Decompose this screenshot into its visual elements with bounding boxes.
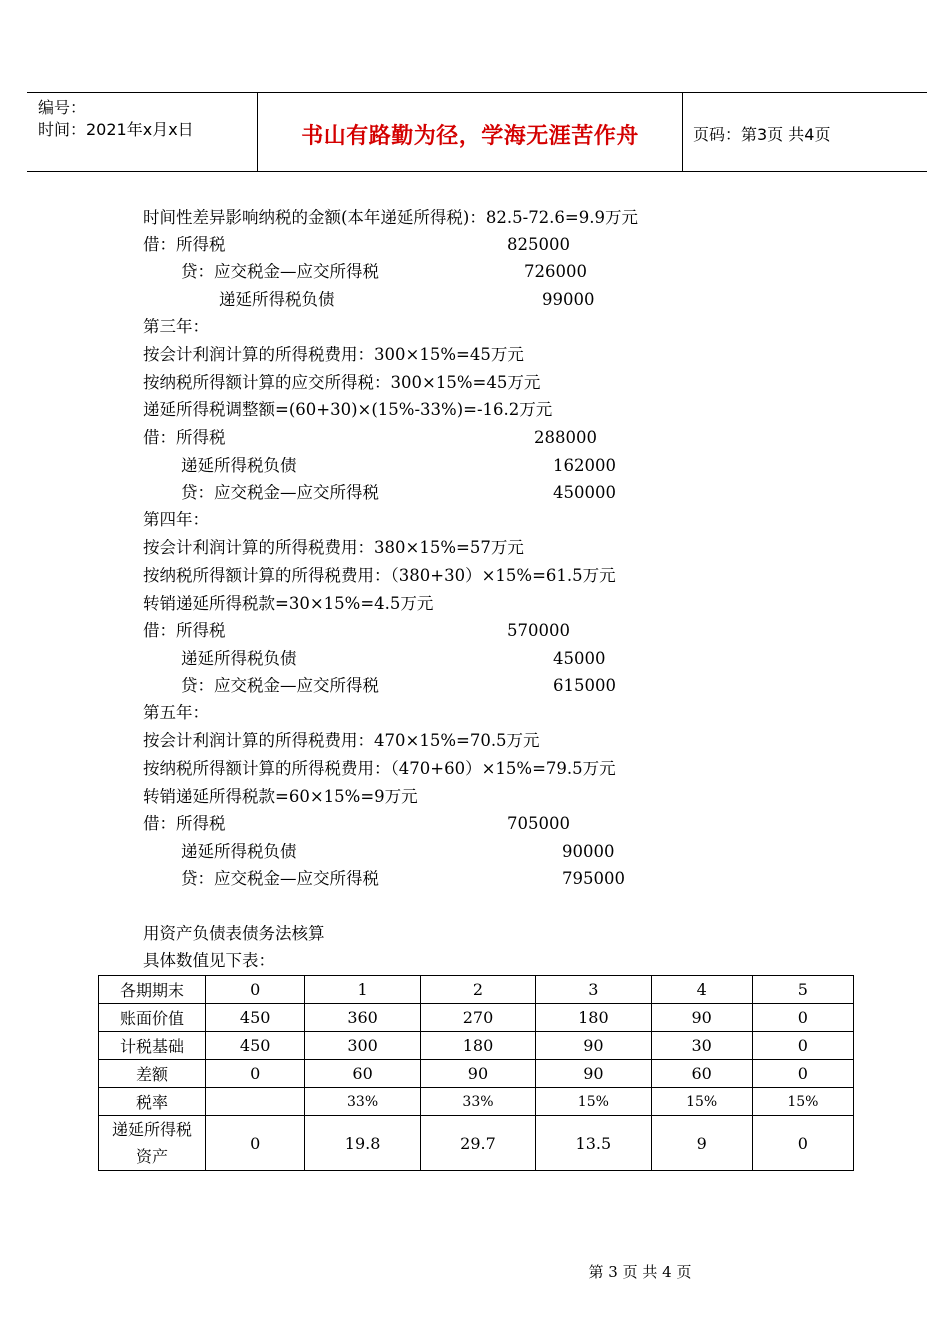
amount: 288000 bbox=[534, 428, 597, 447]
table-cell: 90 bbox=[651, 1004, 752, 1032]
row-label: 计税基础 bbox=[99, 1032, 206, 1060]
text-line: 具体数值见下表： bbox=[143, 951, 275, 970]
table-cell: 30 bbox=[651, 1032, 752, 1060]
amount: 615000 bbox=[553, 676, 616, 695]
row-label: 税率 bbox=[99, 1088, 206, 1116]
text-line: 按会计利润计算的所得税费用：470×15%=70.5万元 bbox=[143, 731, 540, 750]
text-line: 转销递延所得税款=60×15%=9万元 bbox=[143, 787, 418, 806]
page-info: 页码：第3页 共4页 bbox=[693, 125, 831, 144]
text-line: 转销递延所得税款=30×15%=4.5万元 bbox=[143, 594, 434, 613]
header-page-cell bbox=[683, 93, 927, 171]
amount: 450000 bbox=[553, 483, 616, 502]
text-line: 按纳税所得额计算的所得税费用：（380+30）×15%=61.5万元 bbox=[143, 566, 616, 585]
text-line: 递延所得税调整额=(60+30)×(15%-33%)=-16.2万元 bbox=[143, 400, 553, 419]
table-cell: 0 bbox=[752, 1116, 853, 1171]
table-cell: 1 bbox=[305, 976, 420, 1004]
number-label: 编号： bbox=[38, 98, 87, 117]
table-cell: 450 bbox=[206, 1004, 305, 1032]
header-meta bbox=[27, 93, 258, 171]
text-line: 按会计利润计算的所得税费用：380×15%=57万元 bbox=[143, 538, 524, 557]
section-heading: 第五年： bbox=[143, 703, 209, 722]
text-line: 按纳税所得额计算的所得税费用：（470+60）×15%=79.5万元 bbox=[143, 759, 616, 778]
journal-debit-line: 借：所得税 bbox=[143, 428, 226, 447]
table-cell: 9 bbox=[651, 1116, 752, 1171]
table-cell: 0 bbox=[206, 1060, 305, 1088]
journal-debit-line: 递延所得税负债 bbox=[181, 649, 297, 668]
table-row bbox=[99, 976, 854, 1004]
table-cell: 300 bbox=[305, 1032, 420, 1060]
motto: 书山有路勤为径，学海无涯苦作舟 bbox=[301, 124, 639, 149]
journal-credit-line: 贷：应交税金—应交所得税 bbox=[181, 676, 379, 695]
table-row bbox=[99, 1088, 854, 1116]
table-cell: 3 bbox=[536, 976, 651, 1004]
table-cell: 13.5 bbox=[536, 1116, 651, 1171]
journal-credit-line: 贷：应交税金—应交所得税 bbox=[181, 262, 379, 281]
document-header bbox=[27, 92, 927, 172]
table-cell: 29.7 bbox=[420, 1116, 535, 1171]
table-cell: 450 bbox=[206, 1032, 305, 1060]
table-cell: 15% bbox=[536, 1088, 651, 1116]
table-cell: 2 bbox=[420, 976, 535, 1004]
row-label-text: 递延所得税资产 bbox=[111, 1120, 192, 1166]
table-cell: 33% bbox=[420, 1088, 535, 1116]
amount: 795000 bbox=[562, 869, 625, 888]
table-cell: 0 bbox=[206, 1116, 305, 1171]
journal-debit-line: 借：所得税 bbox=[143, 235, 226, 254]
table-cell: 90 bbox=[536, 1060, 651, 1088]
table-cell: 270 bbox=[420, 1004, 535, 1032]
table-cell: 19.8 bbox=[305, 1116, 420, 1171]
table-cell: 0 bbox=[752, 1004, 853, 1032]
deferred-tax-table bbox=[98, 975, 854, 1171]
table-cell: 5 bbox=[752, 976, 853, 1004]
amount: 162000 bbox=[553, 456, 616, 475]
page-footer: 第 3 页 共 4 页 bbox=[588, 1263, 692, 1281]
table-cell: 90 bbox=[420, 1060, 535, 1088]
table-row bbox=[99, 1116, 854, 1171]
table-row bbox=[99, 1060, 854, 1088]
table-cell: 0 bbox=[752, 1060, 853, 1088]
table-row bbox=[99, 1004, 854, 1032]
journal-debit-line: 借：所得税 bbox=[143, 814, 226, 833]
table-cell: 360 bbox=[305, 1004, 420, 1032]
table-cell: 33% bbox=[305, 1088, 420, 1116]
table-cell: 15% bbox=[752, 1088, 853, 1116]
journal-credit-line: 贷：应交税金—应交所得税 bbox=[181, 869, 379, 888]
journal-debit-line: 递延所得税负债 bbox=[181, 456, 297, 475]
journal-debit-line: 递延所得税负债 bbox=[181, 842, 297, 861]
table-cell: 90 bbox=[536, 1032, 651, 1060]
amount: 726000 bbox=[524, 262, 587, 281]
row-label: 账面价值 bbox=[99, 1004, 206, 1032]
section-heading: 第四年： bbox=[143, 510, 209, 529]
table-cell: 60 bbox=[651, 1060, 752, 1088]
table-row bbox=[99, 1032, 854, 1060]
amount: 99000 bbox=[542, 290, 595, 309]
amount: 705000 bbox=[507, 814, 570, 833]
amount: 90000 bbox=[562, 842, 615, 861]
table-cell: 4 bbox=[651, 976, 752, 1004]
text-line: 按纳税所得额计算的应交所得税：300×15%=45万元 bbox=[143, 373, 541, 392]
time-label: 时间：2021年x月x日 bbox=[38, 120, 194, 139]
amount: 45000 bbox=[553, 649, 606, 668]
row-label bbox=[99, 1116, 206, 1171]
table-cell bbox=[206, 1088, 305, 1116]
text-line: 时间性差异影响纳税的金额(本年递延所得税)：82.5-72.6=9.9万元 bbox=[143, 208, 638, 227]
section-heading: 第三年： bbox=[143, 317, 209, 336]
amount: 825000 bbox=[507, 235, 570, 254]
journal-credit-line: 贷：应交税金—应交所得税 bbox=[181, 483, 379, 502]
journal-credit-line: 递延所得税负债 bbox=[219, 290, 335, 309]
table-cell: 180 bbox=[536, 1004, 651, 1032]
row-label: 各期期末 bbox=[99, 976, 206, 1004]
row-label: 差额 bbox=[99, 1060, 206, 1088]
table-cell: 15% bbox=[651, 1088, 752, 1116]
table-cell: 0 bbox=[752, 1032, 853, 1060]
text-line: 用资产负债表债务法核算 bbox=[143, 924, 325, 943]
header-motto-cell bbox=[258, 93, 683, 171]
amount: 570000 bbox=[507, 621, 570, 640]
journal-debit-line: 借：所得税 bbox=[143, 621, 226, 640]
text-line: 按会计利润计算的所得税费用：300×15%=45万元 bbox=[143, 345, 524, 364]
table-cell: 180 bbox=[420, 1032, 535, 1060]
table-cell: 60 bbox=[305, 1060, 420, 1088]
table-cell: 0 bbox=[206, 976, 305, 1004]
